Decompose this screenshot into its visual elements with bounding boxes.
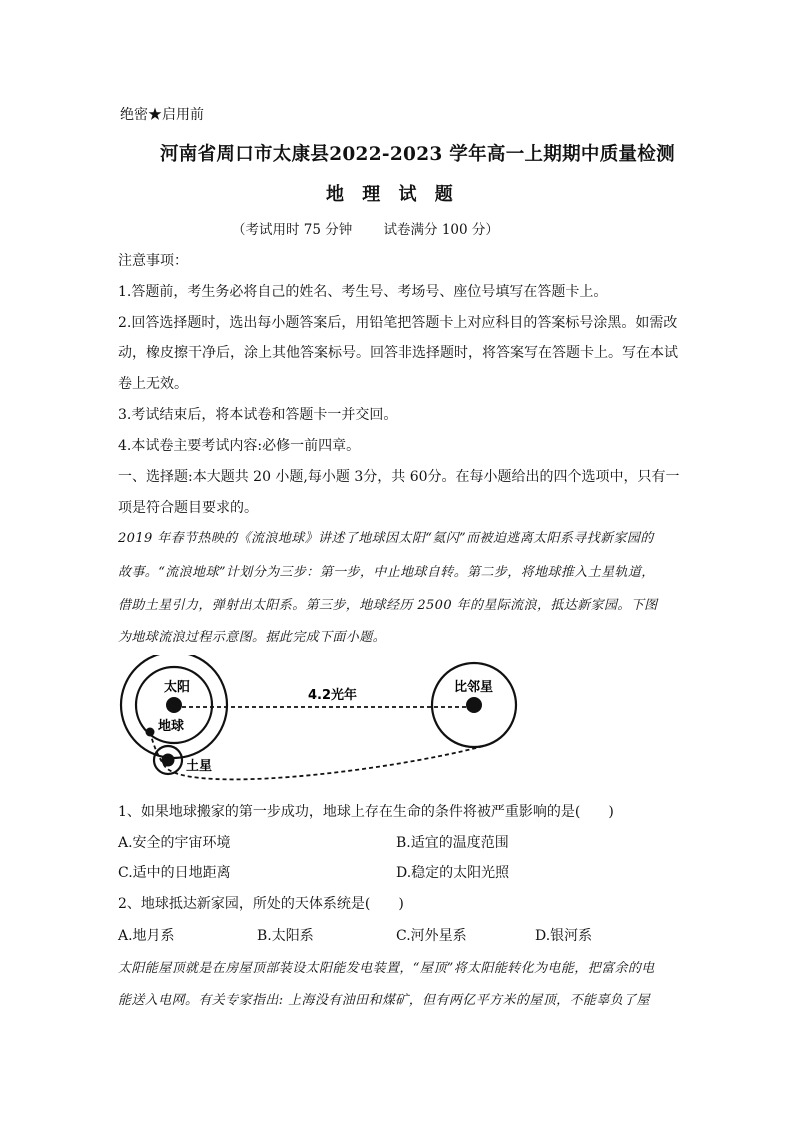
question-2-option-a: A.地月系 — [118, 928, 175, 944]
question-2-option-b: B.太阳系 — [257, 928, 314, 944]
passage1-line3: 借助土星引力，弹射出太阳系。第三步，地球经历 2500 年的星际流浪，抵达新家园。下图 — [118, 598, 658, 613]
notice-item-2-line2: 动，橡皮擦干净后，涂上其他答案标号。回答非选择题时，将答案写在答题卡上。写在本试 — [118, 345, 678, 361]
sun-dot — [166, 697, 182, 713]
confidential-mark: 绝密★启用前 — [120, 107, 204, 123]
saturn-label: 土星 — [186, 759, 213, 774]
passage2-line2: 能送入电网。有关专家指出: 上海没有油田和煤矿，但有两亿平方米的屋顶，不能辜负了屋 — [118, 993, 650, 1008]
notice-item-2-line1: 2.回答选择题时，选出每小题答案后，用铅笔把答题卡上对应科目的答案标号涂黑。如需改 — [118, 315, 678, 331]
section-heading-line2: 项是符合题目要求的。 — [118, 500, 258, 516]
sun-label: 太阳 — [164, 680, 191, 695]
question-1-option-a: A.安全的宇宙环境 — [118, 835, 231, 851]
earth-label: 地球 — [158, 719, 185, 734]
notice-item-2-line3: 卷上无效。 — [118, 376, 188, 392]
proxima-label: 比邻星 — [454, 680, 494, 695]
section-heading-line1: 一、选择题:本大题共 20 小题,每小题 3分，共 60分。在每小题给出的四个选项中，只有一 — [118, 469, 680, 485]
subject-title: 地 理 试 题 — [326, 184, 459, 205]
passage1-line2: 故事。“流浪地球”计划分为三步：第一步，中止地球自转。第二步，将地球推入土星轨道， — [118, 565, 655, 580]
question-1-stem: 1、如果地球搬家的第一步成功，地球上存在生命的条件将被严重影响的是( ) — [118, 804, 614, 820]
passage2-line1: 太阳能屋顶就是在房屋顶部装设太阳能发电装置，“屋顶”将太阳能转化为电能，把富余的电 — [118, 961, 655, 976]
passage1-line1: 2019 年春节热映的《流浪地球》讲述了地球因太阳“氦闪”而被迫逃离太阳系寻找新家园的 — [118, 531, 654, 546]
question-2-option-d: D.银河系 — [535, 928, 593, 944]
question-2-stem: 2、地球抵达新家园，所处的天体系统是( ) — [118, 896, 404, 912]
question-1-option-c: C.适中的日地距离 — [118, 865, 231, 881]
question-1-option-d: D.稳定的太阳光照 — [396, 865, 510, 881]
notice-item-1: 1.答题前，考生务必将自己的姓名、考生号、考场号、座位号填写在答题卡上。 — [118, 284, 608, 300]
notice-heading: 注意事项： — [118, 253, 188, 269]
proxima-dot — [466, 697, 482, 713]
question-2-option-c: C.河外星系 — [396, 928, 467, 944]
question-1-option-b: B.适宜的温度范围 — [396, 835, 509, 851]
distance-label: 4.2光年 — [308, 688, 358, 703]
exam-info: （考试用时 75 分钟 试卷满分 100 分） — [232, 222, 499, 238]
passage1-line4: 为地球流浪过程示意图。据此完成下面小题。 — [118, 630, 387, 645]
notice-item-4: 4.本试卷主要考试内容:必修一前四章。 — [118, 438, 361, 454]
earth-migration-diagram — [0, 655, 794, 790]
exam-title: 河南省周口市太康县2022-2023 学年高一上期期中质量检测 — [160, 144, 675, 165]
notice-item-3: 3.考试结束后，将本试卷和答题卡一并交回。 — [118, 407, 398, 423]
